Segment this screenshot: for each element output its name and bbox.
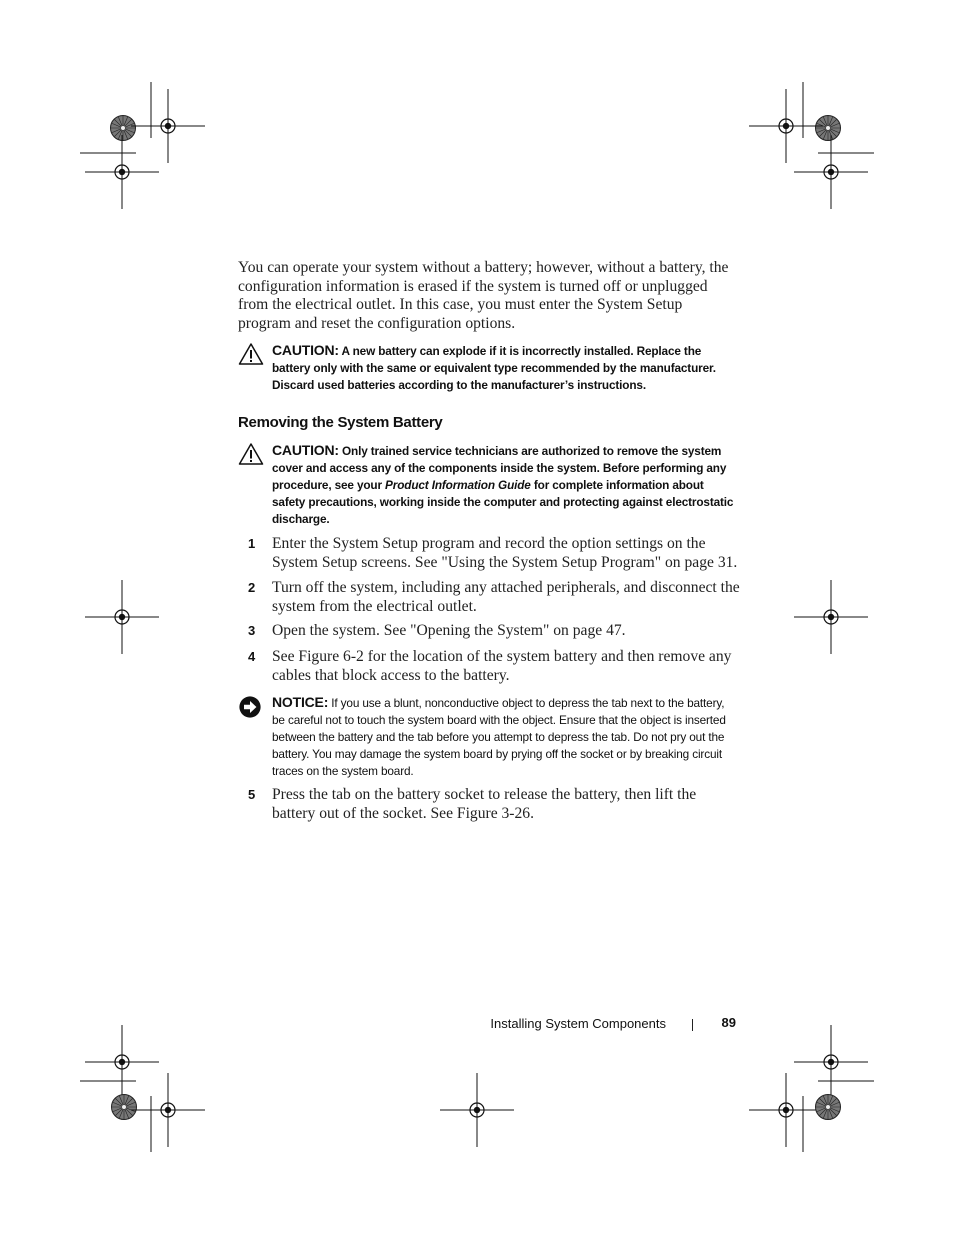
caution-note — [238, 342, 738, 394]
procedure-step — [248, 535, 743, 572]
procedure-step — [248, 648, 743, 685]
notice-label: NOTICE: — [272, 694, 329, 710]
registration-mark-icon — [749, 89, 823, 163]
footer-chapter-title: Installing System Components — [490, 1016, 666, 1031]
registration-mark-icon — [749, 1073, 823, 1147]
procedure-step — [248, 622, 743, 641]
registration-mark-icon — [85, 1025, 159, 1099]
footer-separator — [692, 1019, 693, 1031]
step-number: 5 — [248, 787, 256, 802]
procedure-step — [248, 579, 743, 616]
notice-note — [238, 694, 738, 780]
registration-wheel-icon — [816, 1095, 841, 1120]
registration-mark-icon — [794, 135, 868, 209]
registration-mark-icon — [85, 135, 159, 209]
caution-label: CAUTION: — [272, 442, 339, 458]
registration-mark-icon — [85, 580, 159, 654]
registration-wheel-icon — [112, 1095, 137, 1120]
step-text: See Figure 6-2 for the location of the system battery and then remove any cables that block access to the battery. — [272, 648, 732, 684]
step-text: Press the tab on the battery socket to release the battery, then lift the battery out of the socket. See Figure 3-26. — [272, 786, 697, 822]
caution-triangle-icon — [238, 442, 264, 466]
caution-text: A new battery can explode if it is incorrectly installed. Replace the battery only with the same or equivalent type recommended by the manufacturer. Discard used batteries according to the manufacturer’s instructions. — [272, 344, 716, 392]
registration-wheel-icon — [816, 116, 841, 141]
registration-wheel-icon — [111, 116, 136, 141]
registration-mark-icon — [131, 89, 205, 163]
step-number: 3 — [248, 623, 256, 638]
caution-label: CAUTION: — [272, 342, 339, 358]
registration-mark-icon — [440, 1073, 514, 1147]
registration-mark-icon — [131, 1073, 205, 1147]
step-number: 1 — [248, 536, 256, 551]
registration-mark-icon — [794, 580, 868, 654]
caution-note — [238, 442, 738, 528]
procedure-step — [248, 786, 743, 823]
page-number: 89 — [721, 1015, 736, 1030]
registration-mark-icon — [794, 1025, 868, 1099]
notice-text: If you use a blunt, nonconductive object to depress the tab next to the battery, be careful not to touch the system board with the object. Ensure that the object is inserted between the battery and the tab before you attempt to depress the tab. Do not pry out the battery. You may damage the system board by prying off the socket or by breaking circuit traces on the system board. — [272, 696, 726, 778]
caution-text: for complete information about safety precautions, working inside the computer and protecting against electrostatic discharge. — [272, 478, 734, 526]
section-heading: Removing the System Battery — [238, 414, 443, 431]
caution-triangle-icon — [238, 342, 264, 366]
step-text: Turn off the system, including any attached peripherals, and disconnect the system from the electrical outlet. — [272, 579, 740, 615]
notice-arrow-icon — [238, 695, 262, 719]
step-text: Open the system. See "Opening the System" on page 47. — [272, 622, 626, 639]
step-number: 2 — [248, 580, 256, 595]
product-information-guide-reference: Product Information Guide — [385, 478, 531, 492]
step-number: 4 — [248, 649, 256, 664]
caution-text: Only trained service technicians are authorized to remove the system cover and access any of the components inside the system. Before performing any procedure, see your — [272, 444, 727, 492]
intro-paragraph: You can operate your system without a battery; however, without a battery, the configuration information is erased if the system is turned off or unplugged from the electrical outlet. In this case, you must enter the System Setup program and reset the configuration options. — [238, 259, 729, 332]
step-text: Enter the System Setup program and record the option settings on the System Setup screens. See "Using the System Setup Program" on page 31. — [272, 535, 738, 571]
